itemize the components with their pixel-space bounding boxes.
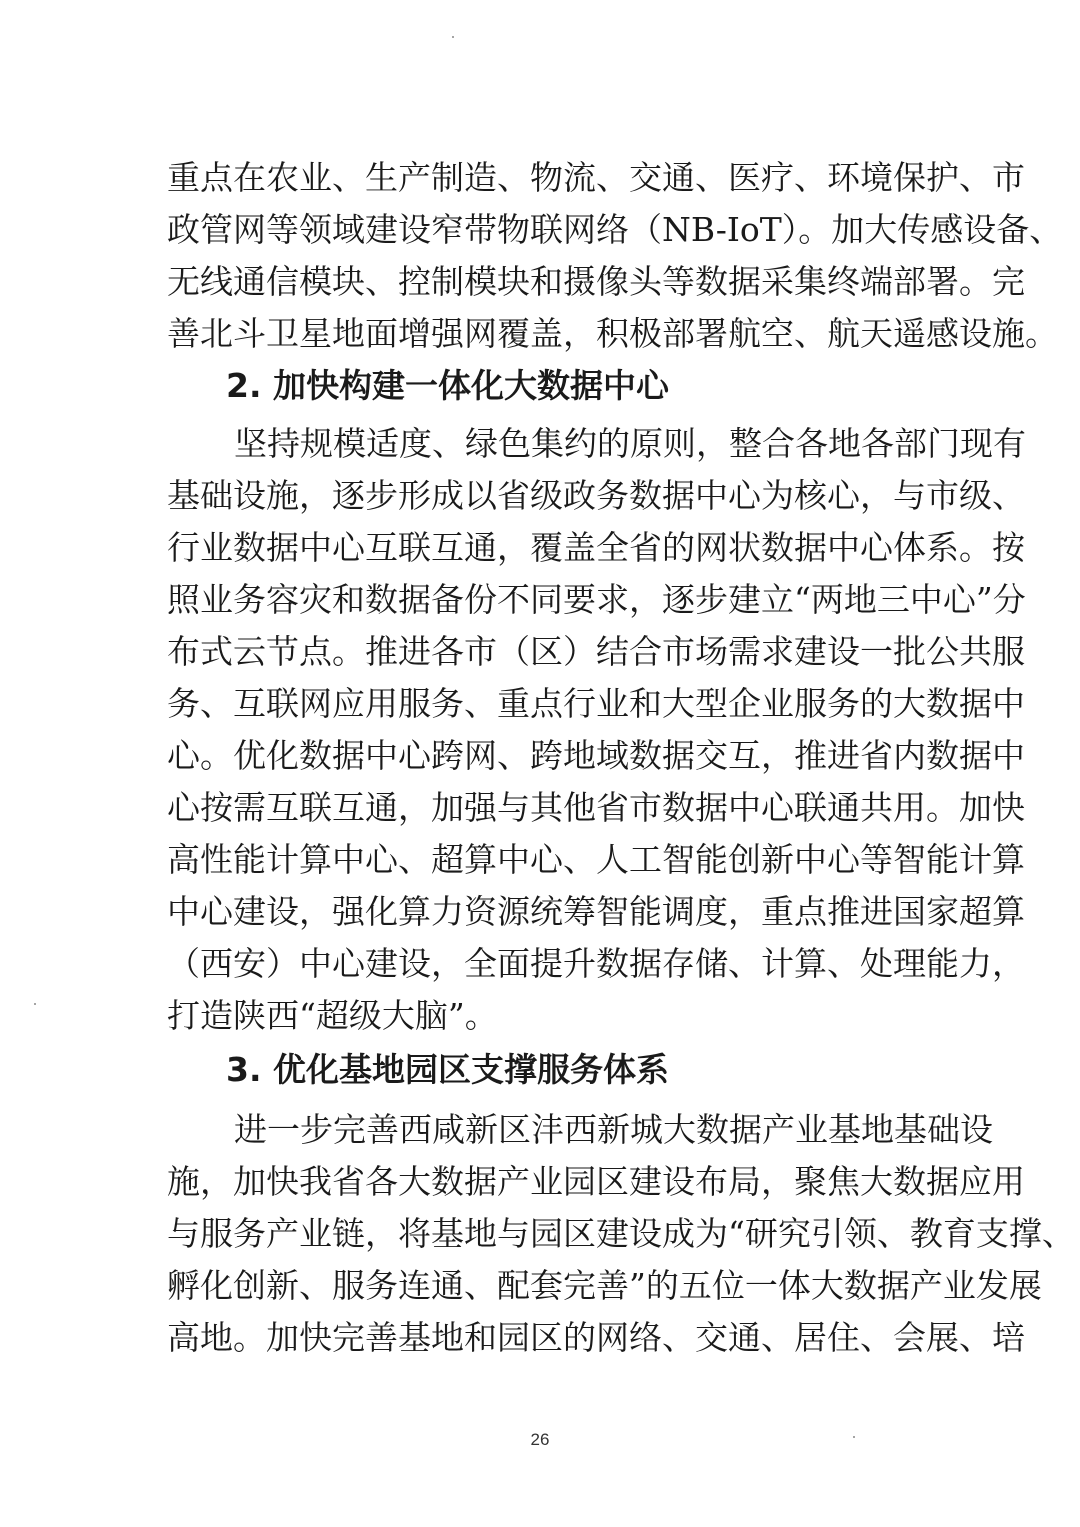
scan-speck (34, 1003, 36, 1005)
paragraph-line: 心按需互联互通，加强与其他省市数据中心联通共用。加快 (167, 788, 1025, 827)
paragraph-line: 善北斗卫星地面增强网覆盖，积极部署航空、航天遥感设施。 (167, 314, 1058, 353)
scan-speck (853, 1436, 855, 1438)
paragraph-line: 打造陕西“超级大脑”。 (167, 996, 498, 1035)
paragraph-line: 高地。加快完善基地和园区的网络、交通、居住、会展、培 (167, 1318, 1025, 1357)
paragraph-line: 与服务产业链，将基地与园区建设成为“研究引领、教育支撑、 (167, 1214, 1075, 1253)
paragraph-line: 政管网等领域建设窄带物联网络（NB-IoT）。加大传感设备、 (167, 210, 1063, 249)
paragraph-line: 无线通信模块、控制模块和摄像头等数据采集终端部署。完 (167, 262, 1025, 301)
section-heading: 3. 优化基地园区支撑服务体系 (226, 1050, 669, 1089)
page-number: 26 (530, 1430, 550, 1449)
paragraph-line: 进一步完善西咸新区沣西新城大数据产业基地基础设 (234, 1110, 993, 1149)
paragraph-line: 高性能计算中心、超算中心、人工智能创新中心等智能计算 (167, 840, 1025, 879)
paragraph-line: 孵化创新、服务连通、配套完善”的五位一体大数据产业发展 (167, 1266, 1042, 1305)
paragraph-line: 施，加快我省各大数据产业园区建设布局，聚焦大数据应用 (167, 1162, 1025, 1201)
paragraph-line: 中心建设，强化算力资源统筹智能调度，重点推进国家超算 (167, 892, 1025, 931)
paragraph-line: 坚持规模适度、绿色集约的原则，整合各地各部门现有 (234, 424, 1026, 463)
paragraph-line: 照业务容灾和数据备份不同要求，逐步建立“两地三中心”分 (167, 580, 1026, 619)
paragraph-line: （西安）中心建设，全面提升数据存储、计算、处理能力， (167, 944, 1025, 983)
paragraph-line: 基础设施，逐步形成以省级政务数据中心为核心，与市级、 (167, 476, 1025, 515)
section-heading: 2. 加快构建一体化大数据中心 (226, 366, 669, 405)
paragraph-line: 布式云节点。推进各市（区）结合市场需求建设一批公共服 (167, 632, 1025, 671)
paragraph-line: 行业数据中心互联互通，覆盖全省的网状数据中心体系。按 (167, 528, 1025, 567)
scan-speck (452, 36, 454, 38)
paragraph-line: 重点在农业、生产制造、物流、交通、医疗、环境保护、市 (167, 158, 1025, 197)
paragraph-line: 务、互联网应用服务、重点行业和大型企业服务的大数据中 (167, 684, 1025, 723)
paragraph-line: 心。优化数据中心跨网、跨地域数据交互，推进省内数据中 (167, 736, 1025, 775)
